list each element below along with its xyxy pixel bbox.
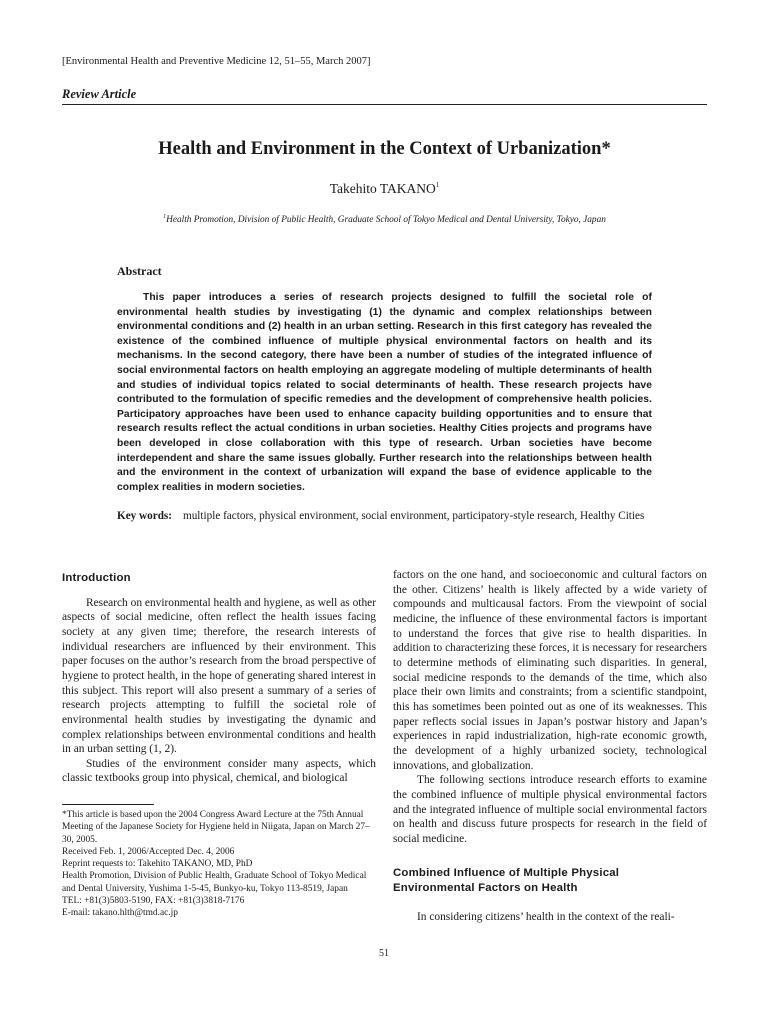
paper-title: Health and Environment in the Context of Urbanization* bbox=[158, 139, 611, 159]
footnote-line: Reprint requests to: Takehito TAKANO, MD, PhD bbox=[62, 859, 253, 870]
paragraph: Studies of the environment consider many aspects, which classic textbooks group into physical, chemical, and biological bbox=[62, 757, 376, 785]
footnote-line: Received Feb. 1, 2006/Accepted Dec. 4, 2006 bbox=[62, 846, 235, 857]
page-number: 51 bbox=[379, 948, 389, 959]
footnote-line: *This article is based upon the 2004 Congress Award Lecture at the 75th Annual Meeting of the Japanese Society for Hygiene held in Niigata, Japan on March 27–30, 2005. bbox=[62, 810, 370, 845]
header-rule bbox=[62, 104, 707, 105]
left-column bbox=[62, 571, 376, 786]
section-heading-line: Environmental Factors on Health bbox=[393, 882, 578, 895]
footnote-rule bbox=[62, 804, 154, 805]
keywords-label: Key words: bbox=[117, 510, 173, 522]
affiliation-text: Health Promotion, Division of Public Health, Graduate School of Tokyo Medical and Dental University, Tokyo, Japan bbox=[166, 215, 606, 225]
footnote-line: Health Promotion, Division of Public Health, Graduate School of Tokyo Medical and Dental University, Yushima 1-5-45, Bunkyo-ku, Tokyo 113-8519, Japan bbox=[62, 871, 367, 894]
keywords-label-text: Key words bbox=[117, 510, 169, 522]
keywords-text: multiple factors, physical environment, social environment, participatory-style research, Healthy Cities bbox=[183, 510, 645, 522]
section-heading-combined-influence bbox=[393, 866, 707, 895]
footnote-line: TEL: +81(3)5803-5190, FAX: +81(3)3818-7176 bbox=[62, 896, 245, 907]
abstract-text: This paper introduces a series of research projects designed to fulfill the societal role of environmental health studies by investigating (1) the dynamic and complex relationships between environmental conditions and (2) health in an urban setting. Research in this first category has revealed the existence of the combined influence of multiple physical environmental factors on health and its mechanisms. In the second category, there have been a number of studies of the integrated influence of social environmental factors on health employing an aggregate modeling of multiple determinants of health and studies of individual topics related to social determinants of health. These research projects have contributed to the formulation of specific remedies and the development of comprehensive health policies. Participatory approaches have been used to enhance capacity building opportunities and to ensure that research results reflect the actual conditions in urban societies. Healthy Cities projects and programs have been developed in close collaboration with this type of research. Urban societies have become interdependent and share the same issues globally. Further research into the relationships between health and the environment in the context of urbanization will expand the base of evidence applicable to the complex realities in modern societies. bbox=[117, 292, 652, 493]
author bbox=[62, 181, 707, 197]
section-heading-introduction: Introduction bbox=[62, 572, 131, 584]
keywords bbox=[117, 509, 657, 524]
paragraph: The following sections introduce research efforts to examine the combined influence of multiple physical environmental factors and the integrated influence of multiple social environmental factors on health and discuss future prospects for research in the field of social medicine. bbox=[393, 774, 707, 845]
affiliation bbox=[62, 214, 707, 225]
right-column bbox=[393, 568, 707, 924]
footnote-line: E-mail: takano.hlth@tmd.ac.jp bbox=[62, 908, 178, 919]
paragraph: Research on environmental health and hygiene, as well as other aspects of social medicine, often reflect the health issues facing society at any given time; therefore, the research interests of individual researchers are influenced by their environment. This paper focuses on the author’s research from the broad perspective of hygiene to protect health, in the hope of generating shared interest in this subject. This report will also present a summary of a series of research projects attempting to fulfill the societal role of environmental health studies by investigating the dynamic and complex relationships between environmental conditions and health in an urban setting (1, 2). bbox=[62, 596, 376, 756]
abstract-heading: Abstract bbox=[117, 264, 162, 278]
article-type: Review Article bbox=[62, 87, 137, 101]
paragraph: In considering citizens’ health in the context of the reali- bbox=[417, 910, 675, 923]
author-name: Takehito TAKANO bbox=[329, 181, 436, 196]
author-marker: 1 bbox=[435, 181, 440, 189]
paragraph: factors on the one hand, and socioeconomic and cultural factors on the other. Citizens’ health is likely affected by a wide variety of compounds and multicausal factors. From the viewpoint of social medicine, the influence of these environmental factors is important to understand the forces that give rise to health disparities. In addition to characterizing these forces, it is necessary for researchers to determine methods of eliminating such disparities. In general, social medicine responds to the demands of the time, which also place their own limits and constraints; from a scientific standpoint, this has sometimes been pointed out as one of its weaknesses. This paper reflects social issues in Japan’s postwar history and Japan’s experiences in rapid industrialization, high-rate economic growth, the development of a highly urbanized society, technological innovations, and globalization. bbox=[393, 569, 707, 772]
journal-citation: [Environmental Health and Preventive Medicine 12, 51–55, March 2007] bbox=[62, 56, 371, 67]
footnote bbox=[62, 809, 378, 920]
affiliation-marker: 1 bbox=[163, 214, 167, 220]
section-heading-line: Combined Influence of Multiple Physical bbox=[393, 867, 620, 880]
